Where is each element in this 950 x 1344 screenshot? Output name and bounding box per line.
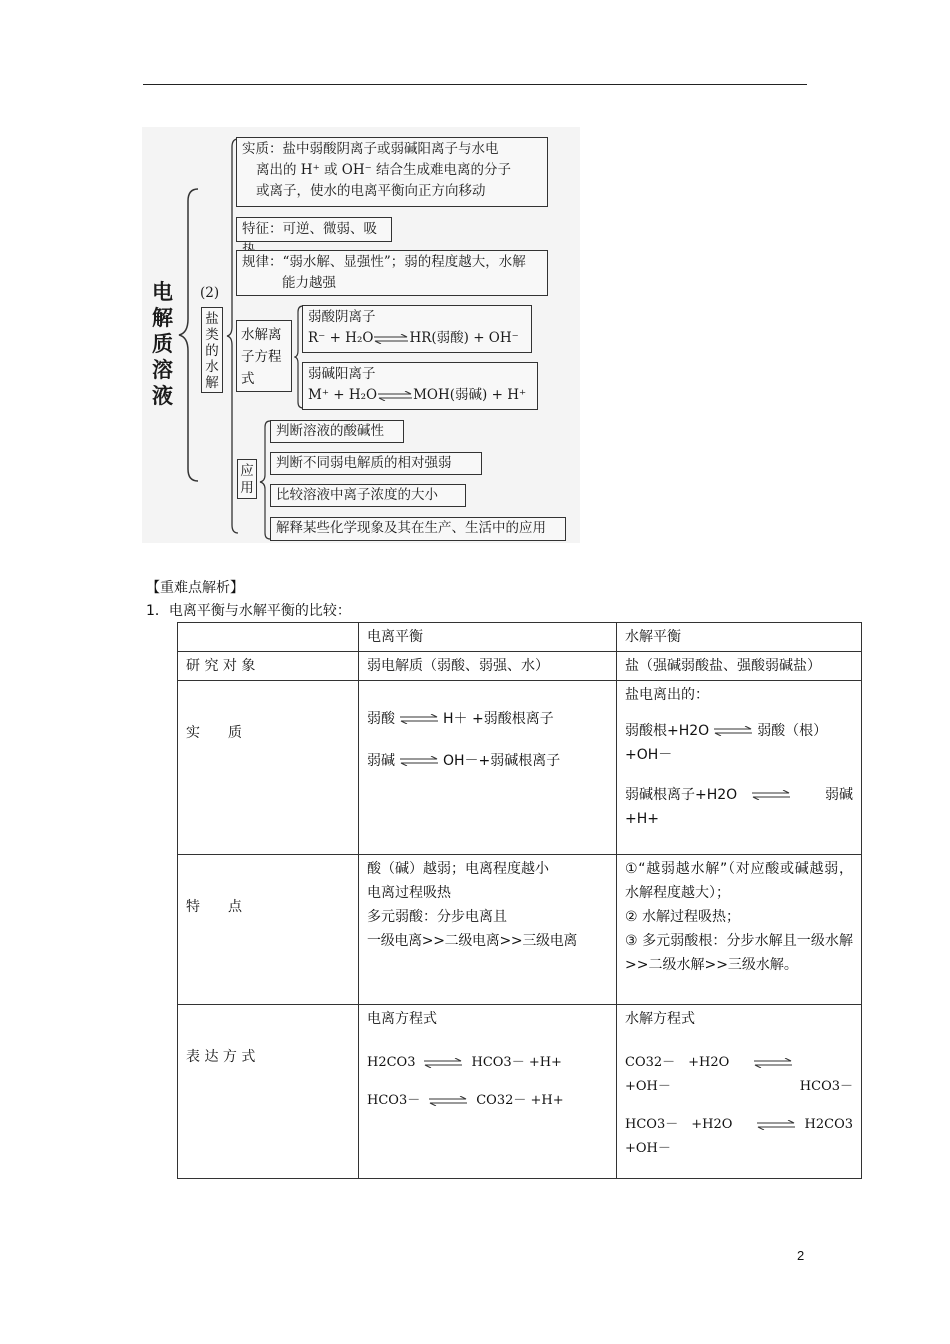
ion-essence-eq-1: 弱酸 H＋ +弱酸根离子	[367, 711, 554, 727]
hyd-essence-eq-2-tail: +H+	[625, 811, 659, 827]
cell-feature-ionization	[359, 855, 617, 1005]
ion-expression-title: 电离方程式	[367, 1011, 437, 1027]
salt-hydrolysis-label: 盐类的水解	[201, 307, 223, 393]
cell-essence-ionization	[359, 681, 617, 855]
equation-label-box: 水解离子方程式	[236, 320, 292, 392]
page-number: 2	[797, 1248, 805, 1263]
rule-line-1: 规律：“弱水解、显强性”；弱的程度越大，水解	[242, 254, 526, 270]
header-cell-empty	[178, 623, 359, 652]
rule-line-2: 能力越强	[282, 275, 336, 291]
hyd-expression-title: 水解方程式	[625, 1011, 695, 1027]
big-brace-icon	[176, 187, 202, 483]
equilibrium-arrow-icon	[713, 726, 753, 736]
hyd-expression-eq-1: CO32－ +H2O HCO3－	[625, 1055, 853, 1094]
equilibrium-arrow-icon	[419, 1058, 467, 1068]
table-row	[178, 681, 862, 855]
header-rule	[143, 84, 807, 85]
essence-line-1: 实质：盐中弱酸阴离子或弱碱阳离子与水电	[242, 141, 499, 157]
hyd-essence-eq-2: 弱碱根离子+H2O 弱碱	[625, 787, 853, 803]
weak-base-cation-equation: M⁺ + H₂O MOH(弱碱) + H⁺	[308, 387, 527, 403]
row-label-object: 研 究 对 象	[178, 652, 359, 681]
equilibrium-arrow-icon	[752, 1120, 800, 1130]
weak-acid-anion-title: 弱酸阴离子	[308, 309, 376, 325]
hyd-essence-eq-1-tail: +OH－	[625, 747, 673, 763]
diagram-title: 电解质溶液	[152, 280, 173, 408]
section-subtitle: 1．电离平衡与水解平衡的比较：	[146, 603, 351, 619]
application-label: 应用	[237, 459, 257, 499]
equilibrium-arrow-icon	[373, 334, 409, 344]
cell-object-ionization: 弱电解质（弱酸、弱强、水）	[359, 652, 617, 681]
ion-expression-eq-2: HCO3－ CO32－ +H+	[367, 1093, 564, 1108]
comparison-table	[177, 622, 862, 1179]
ion-feature-1: 酸（碱）越弱；电离程度越小	[367, 861, 549, 877]
essence-line-3: 或离子，使水的电离平衡向正方向移动	[256, 183, 486, 199]
hyd-essence-intro: 盐电离出的：	[625, 687, 709, 703]
hyd-feature-3: ③ 多元弱酸根：分步水解且一级水解>>二级水解>>三级水解。	[625, 933, 853, 973]
weak-acid-anion-box	[302, 305, 532, 353]
cell-feature-hydrolysis	[617, 855, 862, 1005]
table-row	[178, 855, 862, 1005]
equilibrium-arrow-icon	[424, 1096, 472, 1106]
row-label-essence: 实 质	[178, 681, 359, 855]
application-item-1: 判断溶液的酸碱性	[270, 420, 404, 443]
application-item-4: 解释某些化学现象及其在生产、生活中的应用	[270, 517, 566, 541]
cell-essence-hydrolysis	[617, 681, 862, 855]
row-label-feature: 特 点	[178, 855, 359, 1005]
hyd-essence-eq-1: 弱酸根+H2O 弱酸（根）	[625, 723, 828, 739]
hyd-expression-eq-2: HCO3－ +H2O H2CO3	[625, 1117, 853, 1132]
hyd-feature-2: ② 水解过程吸热；	[625, 909, 741, 925]
ion-feature-4: 一级电离>>二级电离>>三级电离	[367, 933, 578, 949]
hyd-expression-eq-2-tail: +OH－	[625, 1141, 671, 1156]
concept-diagram	[142, 127, 580, 543]
ion-feature-2: 电离过程吸热	[367, 885, 451, 901]
hyd-expression-eq-1-tail: +OH－	[625, 1079, 671, 1094]
weak-base-cation-title: 弱碱阳离子	[308, 366, 376, 382]
header-cell-hydrolysis: 水解平衡	[617, 623, 862, 652]
ion-essence-eq-2: 弱碱 OH－+弱碱根离子	[367, 753, 561, 769]
application-item-3: 比较溶液中离子浓度的大小	[270, 484, 466, 507]
section-number: (2)	[200, 285, 220, 301]
table-row	[178, 652, 862, 681]
rule-box	[236, 250, 548, 296]
weak-base-cation-box	[302, 362, 538, 410]
row-label-expression: 表 达 方 式	[178, 1005, 359, 1179]
equilibrium-arrow-icon	[399, 714, 439, 724]
equilibrium-arrow-icon	[399, 756, 439, 766]
equilibrium-arrow-icon	[377, 391, 413, 401]
equilibrium-arrow-icon	[749, 1058, 797, 1068]
cell-expression-hydrolysis	[617, 1005, 862, 1179]
essence-box	[236, 137, 548, 207]
ion-expression-eq-1: H2CO3 HCO3－ +H+	[367, 1055, 562, 1070]
table-row	[178, 1005, 862, 1179]
weak-acid-anion-equation: R⁻ + H₂O HR(弱酸) + OH⁻	[308, 330, 519, 346]
hyd-feature-1: ①“越弱越水解”（对应酸或碱越弱，水解程度越大）；	[625, 861, 853, 901]
section-title: 【重难点解析】	[146, 580, 244, 596]
ion-feature-3: 多元弱酸：分步电离且	[367, 909, 507, 925]
feature-box: 特征：可逆、微弱、吸	[236, 217, 392, 242]
header-cell-ionization: 电离平衡	[359, 623, 617, 652]
table-header-row	[178, 623, 862, 652]
equilibrium-arrow-icon	[751, 790, 791, 800]
cell-object-hydrolysis: 盐（强碱弱酸盐、强酸弱碱盐）	[617, 652, 862, 681]
application-item-2: 判断不同弱电解质的相对强弱	[270, 452, 482, 475]
cell-expression-ionization	[359, 1005, 617, 1179]
essence-line-2: 离出的 H⁺ 或 OH⁻ 结合生成难电离的分子	[256, 162, 512, 178]
